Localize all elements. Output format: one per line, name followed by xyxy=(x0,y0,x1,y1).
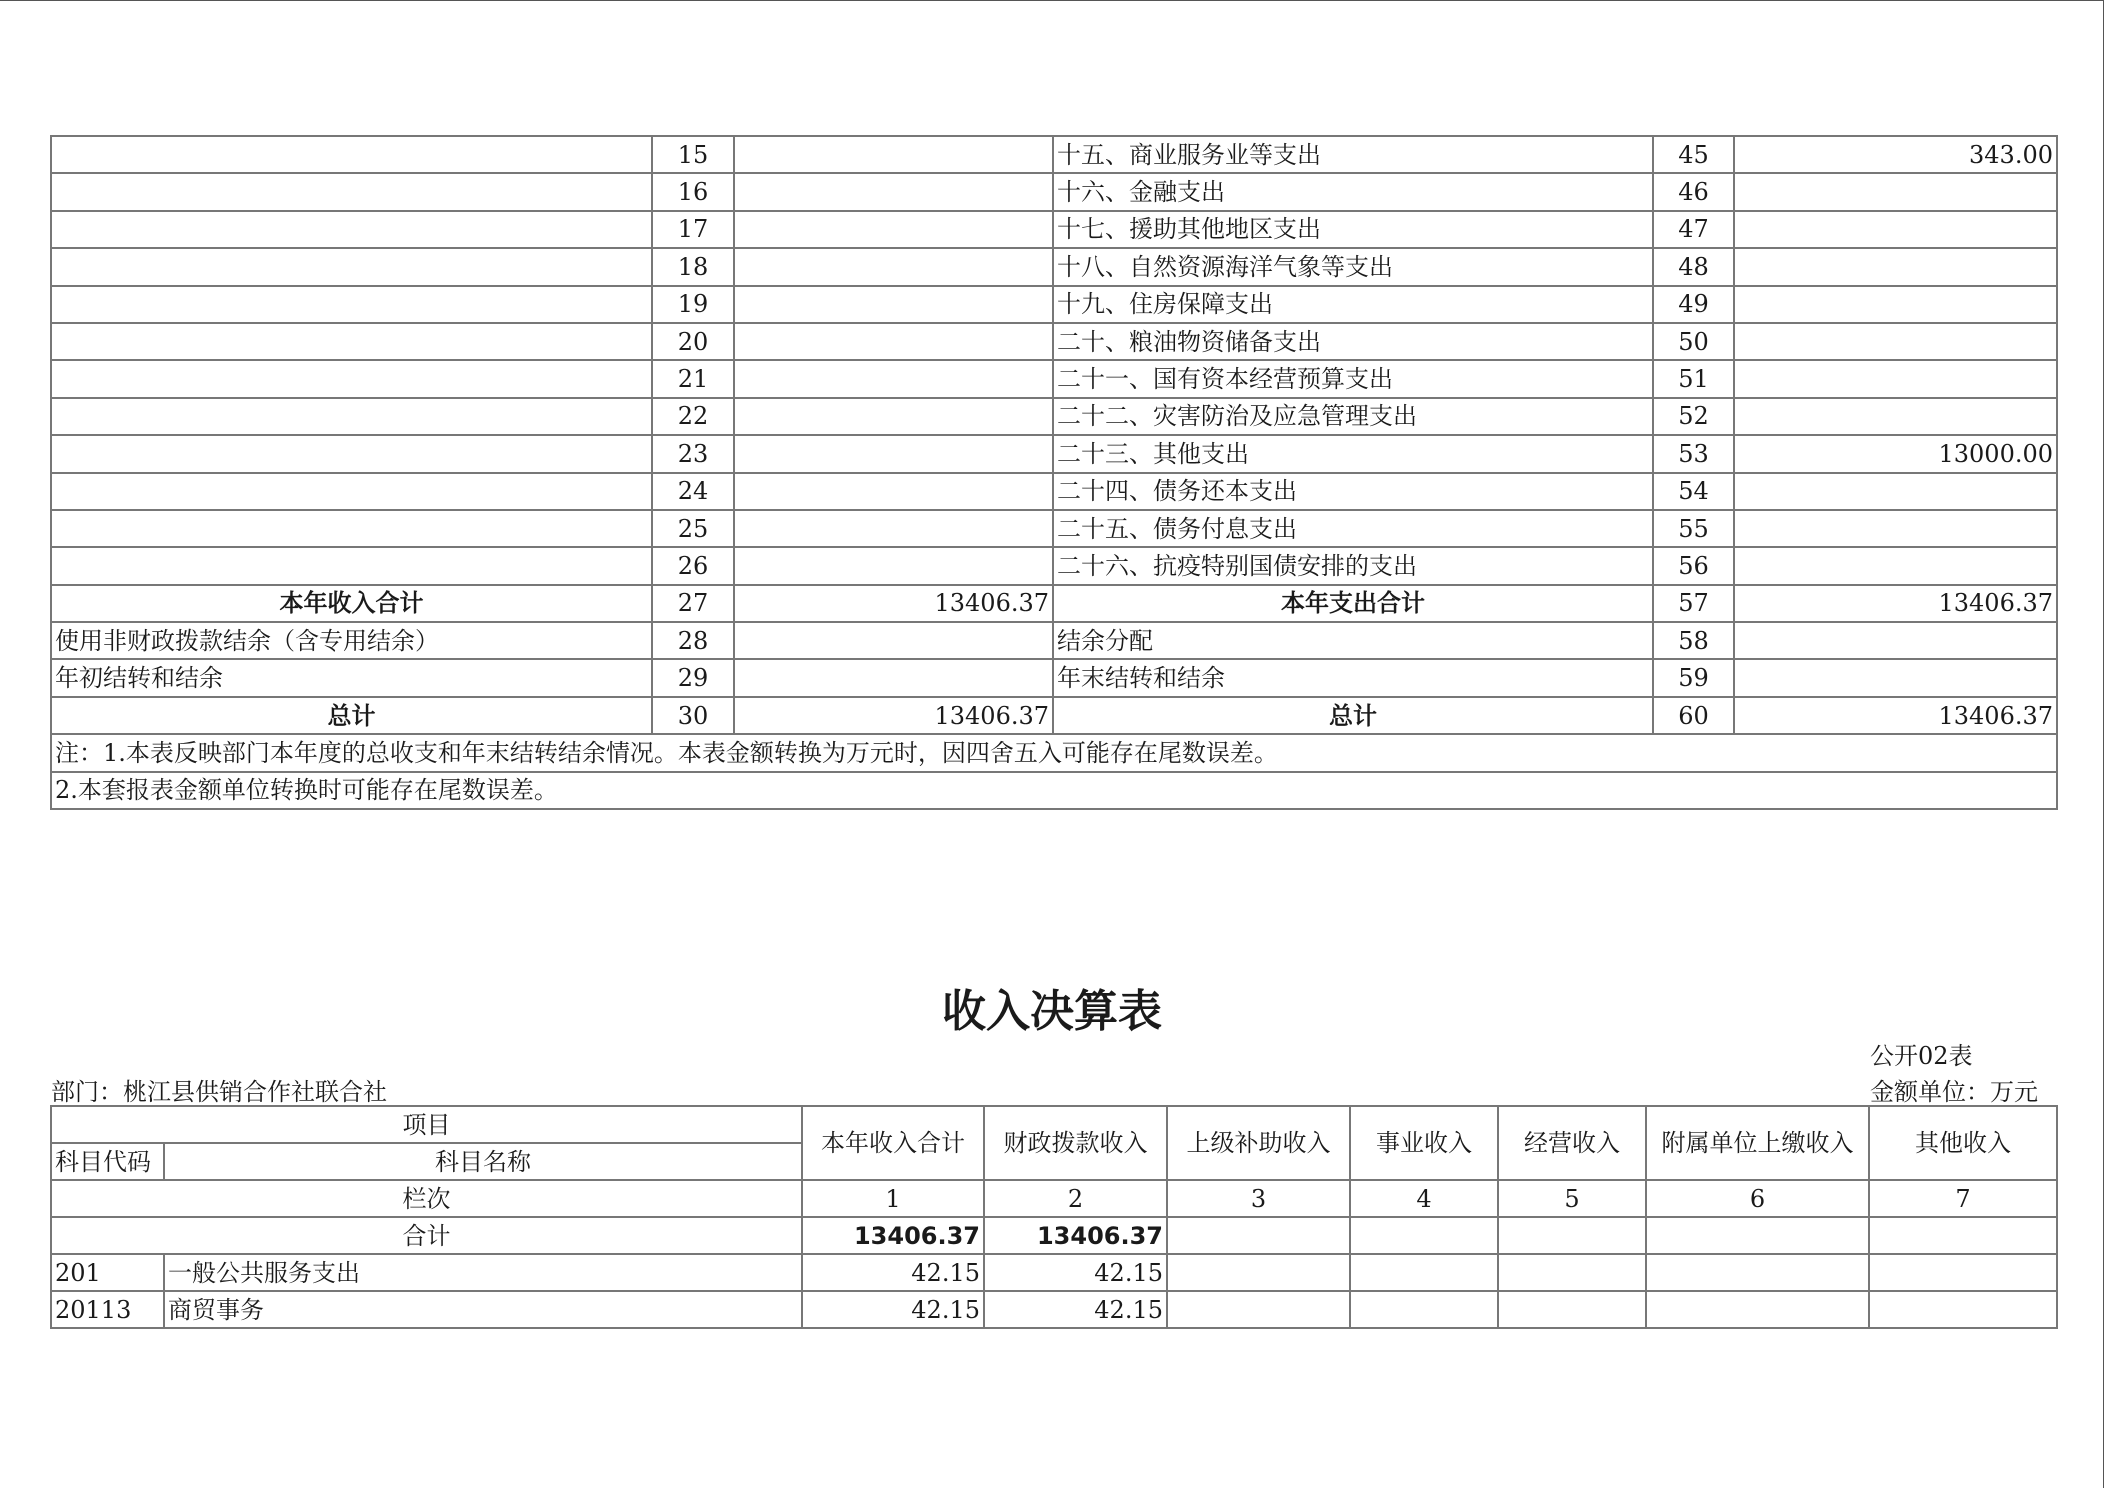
column-header: 上级补助收入 xyxy=(1167,1106,1350,1180)
income-value xyxy=(1167,1254,1350,1291)
income-amount xyxy=(734,323,1053,360)
total-row xyxy=(51,1217,2057,1254)
income-item-label: 本年收入合计 xyxy=(51,585,652,622)
expense-line-number: 59 xyxy=(1653,659,1734,696)
expense-item-label: 总计 xyxy=(1053,697,1653,734)
income-amount xyxy=(734,547,1053,584)
expense-item-label: 结余分配 xyxy=(1053,622,1653,659)
income-line-number: 22 xyxy=(652,398,734,435)
note-row xyxy=(51,734,2057,771)
expense-item-label: 二十四、债务还本支出 xyxy=(1053,473,1653,510)
column-number: 2 xyxy=(984,1180,1167,1217)
summary-row xyxy=(51,547,2057,584)
income-line-number: 19 xyxy=(652,286,734,323)
summary-row xyxy=(51,323,2057,360)
income-amount xyxy=(734,173,1053,210)
income-item-label xyxy=(51,248,652,285)
column-number: 3 xyxy=(1167,1180,1350,1217)
column-number: 7 xyxy=(1869,1180,2057,1217)
summary-row xyxy=(51,622,2057,659)
header-code: 科目代码 xyxy=(51,1143,164,1180)
column-number: 5 xyxy=(1498,1180,1646,1217)
expense-amount xyxy=(1734,398,2057,435)
summary-row xyxy=(51,286,2057,323)
income-value xyxy=(1869,1291,2057,1328)
summary-row xyxy=(51,360,2057,397)
income-table-title: 收入决算表 xyxy=(942,986,1162,1037)
total-value xyxy=(1869,1217,2057,1254)
amount-unit: 金额单位：万元 xyxy=(1870,1078,2038,1106)
summary-row xyxy=(51,398,2057,435)
expense-amount xyxy=(1734,173,2057,210)
expense-amount: 343.00 xyxy=(1734,136,2057,173)
income-amount xyxy=(734,435,1053,472)
income-value: 42.15 xyxy=(984,1291,1167,1328)
income-item-label xyxy=(51,398,652,435)
subject-name: 商贸事务 xyxy=(164,1291,802,1328)
income-amount xyxy=(734,510,1053,547)
expense-amount xyxy=(1734,360,2057,397)
income-item-label: 使用非财政拨款结余（含专用结余） xyxy=(51,622,652,659)
expense-item-label: 二十二、灾害防治及应急管理支出 xyxy=(1053,398,1653,435)
expense-amount: 13406.37 xyxy=(1734,585,2057,622)
summary-row xyxy=(51,211,2057,248)
income-line-number: 27 xyxy=(652,585,734,622)
income-line-number: 20 xyxy=(652,323,734,360)
income-value xyxy=(1167,1291,1350,1328)
expense-line-number: 48 xyxy=(1653,248,1734,285)
income-table xyxy=(50,1105,2058,1329)
income-item-label: 年初结转和结余 xyxy=(51,659,652,696)
expense-item-label: 十五、商业服务业等支出 xyxy=(1053,136,1653,173)
expense-item-label: 二十六、抗疫特别国债安排的支出 xyxy=(1053,547,1653,584)
column-header: 附属单位上缴收入 xyxy=(1646,1106,1869,1180)
column-header: 其他收入 xyxy=(1869,1106,2057,1180)
summary-row xyxy=(51,473,2057,510)
income-value xyxy=(1350,1254,1498,1291)
income-line-number: 24 xyxy=(652,473,734,510)
expense-line-number: 60 xyxy=(1653,697,1734,734)
subject-code: 20113 xyxy=(51,1291,164,1328)
summary-table xyxy=(50,135,2058,810)
column-number: 1 xyxy=(802,1180,984,1217)
income-line-number: 21 xyxy=(652,360,734,397)
summary-row xyxy=(51,435,2057,472)
income-line-number: 29 xyxy=(652,659,734,696)
summary-row xyxy=(51,510,2057,547)
income-row xyxy=(51,1254,2057,1291)
total-value xyxy=(1646,1217,1869,1254)
subject-name: 一般公共服务支出 xyxy=(164,1254,802,1291)
expense-line-number: 53 xyxy=(1653,435,1734,472)
income-amount xyxy=(734,398,1053,435)
income-item-label: 总计 xyxy=(51,697,652,734)
income-value xyxy=(1869,1254,2057,1291)
income-item-label xyxy=(51,510,652,547)
income-value xyxy=(1646,1291,1869,1328)
expense-amount: 13000.00 xyxy=(1734,435,2057,472)
column-number-label: 栏次 xyxy=(51,1180,802,1217)
expense-amount xyxy=(1734,323,2057,360)
expense-amount xyxy=(1734,473,2057,510)
income-line-number: 30 xyxy=(652,697,734,734)
income-item-label xyxy=(51,360,652,397)
income-amount xyxy=(734,248,1053,285)
income-line-number: 26 xyxy=(652,547,734,584)
income-item-label xyxy=(51,547,652,584)
expense-line-number: 46 xyxy=(1653,173,1734,210)
column-header: 本年收入合计 xyxy=(802,1106,984,1180)
column-header: 事业收入 xyxy=(1350,1106,1498,1180)
expense-item-label: 十六、金融支出 xyxy=(1053,173,1653,210)
total-value xyxy=(1498,1217,1646,1254)
income-item-label xyxy=(51,435,652,472)
income-value: 42.15 xyxy=(802,1254,984,1291)
expense-line-number: 55 xyxy=(1653,510,1734,547)
income-amount xyxy=(734,136,1053,173)
expense-item-label: 本年支出合计 xyxy=(1053,585,1653,622)
income-row xyxy=(51,1291,2057,1328)
income-line-number: 18 xyxy=(652,248,734,285)
total-label: 合计 xyxy=(51,1217,802,1254)
expense-amount xyxy=(1734,286,2057,323)
table-note: 注：1.本表反映部门本年度的总收支和年末结转结余情况。本表金额转换为万元时，因四舍五入可能存在尾数误差。 xyxy=(51,734,2057,771)
income-amount xyxy=(734,286,1053,323)
income-item-label xyxy=(51,323,652,360)
income-item-label xyxy=(51,473,652,510)
expense-item-label: 十九、住房保障支出 xyxy=(1053,286,1653,323)
expense-line-number: 45 xyxy=(1653,136,1734,173)
expense-item-label: 二十一、国有资本经营预算支出 xyxy=(1053,360,1653,397)
header-name: 科目名称 xyxy=(164,1143,802,1180)
summary-row xyxy=(51,248,2057,285)
expense-item-label: 二十、粮油物资储备支出 xyxy=(1053,323,1653,360)
income-amount xyxy=(734,659,1053,696)
expense-line-number: 52 xyxy=(1653,398,1734,435)
income-value xyxy=(1350,1291,1498,1328)
summary-row xyxy=(51,697,2057,734)
header-item: 项目 xyxy=(51,1106,802,1143)
income-value xyxy=(1498,1254,1646,1291)
expense-item-label: 二十五、债务付息支出 xyxy=(1053,510,1653,547)
note-row xyxy=(51,772,2057,809)
expense-line-number: 51 xyxy=(1653,360,1734,397)
income-amount: 13406.37 xyxy=(734,585,1053,622)
income-amount xyxy=(734,360,1053,397)
summary-row xyxy=(51,659,2057,696)
expense-line-number: 47 xyxy=(1653,211,1734,248)
total-value xyxy=(1167,1217,1350,1254)
total-value xyxy=(1350,1217,1498,1254)
column-header: 财政拨款收入 xyxy=(984,1106,1167,1180)
income-line-number: 23 xyxy=(652,435,734,472)
income-line-number: 25 xyxy=(652,510,734,547)
expense-item-label: 二十三、其他支出 xyxy=(1053,435,1653,472)
income-line-number: 17 xyxy=(652,211,734,248)
income-value: 42.15 xyxy=(984,1254,1167,1291)
expense-amount xyxy=(1734,510,2057,547)
column-number: 4 xyxy=(1350,1180,1498,1217)
expense-amount xyxy=(1734,659,2057,696)
summary-row xyxy=(51,173,2057,210)
expense-amount xyxy=(1734,211,2057,248)
expense-line-number: 56 xyxy=(1653,547,1734,584)
expense-item-label: 十八、自然资源海洋气象等支出 xyxy=(1053,248,1653,285)
expense-line-number: 54 xyxy=(1653,473,1734,510)
income-line-number: 28 xyxy=(652,622,734,659)
department-label: 部门：桃江县供销合作社联合社 xyxy=(51,1078,387,1106)
income-item-label xyxy=(51,211,652,248)
expense-line-number: 57 xyxy=(1653,585,1734,622)
column-number-row xyxy=(51,1180,2057,1217)
income-header-row-1 xyxy=(51,1106,2057,1143)
column-number: 6 xyxy=(1646,1180,1869,1217)
income-line-number: 15 xyxy=(652,136,734,173)
table-note: 2.本套报表金额单位转换时可能存在尾数误差。 xyxy=(51,772,2057,809)
expense-line-number: 50 xyxy=(1653,323,1734,360)
income-amount xyxy=(734,473,1053,510)
total-value: 13406.37 xyxy=(802,1217,984,1254)
expense-item-label: 十七、援助其他地区支出 xyxy=(1053,211,1653,248)
summary-row xyxy=(51,136,2057,173)
summary-row xyxy=(51,585,2057,622)
form-number: 公开02表 xyxy=(1870,1042,1973,1070)
total-value: 13406.37 xyxy=(984,1217,1167,1254)
expense-line-number: 58 xyxy=(1653,622,1734,659)
expense-amount xyxy=(1734,622,2057,659)
income-amount xyxy=(734,211,1053,248)
expense-amount xyxy=(1734,248,2057,285)
expense-amount: 13406.37 xyxy=(1734,697,2057,734)
income-line-number: 16 xyxy=(652,173,734,210)
expense-line-number: 49 xyxy=(1653,286,1734,323)
subject-code: 201 xyxy=(51,1254,164,1291)
income-value xyxy=(1498,1291,1646,1328)
income-value: 42.15 xyxy=(802,1291,984,1328)
expense-amount xyxy=(1734,547,2057,584)
expense-item-label: 年末结转和结余 xyxy=(1053,659,1653,696)
column-header: 经营收入 xyxy=(1498,1106,1646,1180)
income-amount: 13406.37 xyxy=(734,697,1053,734)
income-item-label xyxy=(51,286,652,323)
income-amount xyxy=(734,622,1053,659)
income-item-label xyxy=(51,173,652,210)
income-value xyxy=(1646,1254,1869,1291)
income-item-label xyxy=(51,136,652,173)
